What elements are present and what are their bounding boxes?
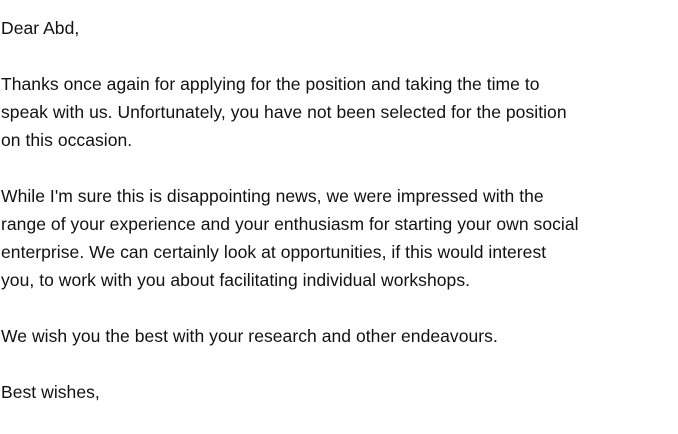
paragraph-rejection	[1, 70, 678, 154]
paragraph-opportunities	[1, 182, 678, 294]
text-line: enterprise. We can certainly look at opportunities, if this would interest	[1, 242, 547, 262]
greeting	[1, 14, 678, 42]
greeting-text: Dear Abd,	[1, 18, 80, 38]
text-line: While I'm sure this is disappointing news, we were impressed with the	[1, 186, 544, 206]
text-line: We wish you the best with your research and other endeavours.	[1, 326, 498, 346]
text-line: speak with us. Unfortunately, you have not been selected for the position	[1, 102, 567, 122]
text-line: Thanks once again for applying for the position and taking the time to	[1, 74, 540, 94]
text-line: you, to work with you about facilitating individual workshops.	[1, 270, 471, 290]
closing	[1, 378, 678, 406]
paragraph-wishes	[1, 322, 678, 350]
text-line: range of your experience and your enthusiasm for starting your own social	[1, 214, 579, 234]
text-line: on this occasion.	[1, 130, 133, 150]
closing-text: Best wishes,	[1, 382, 100, 402]
